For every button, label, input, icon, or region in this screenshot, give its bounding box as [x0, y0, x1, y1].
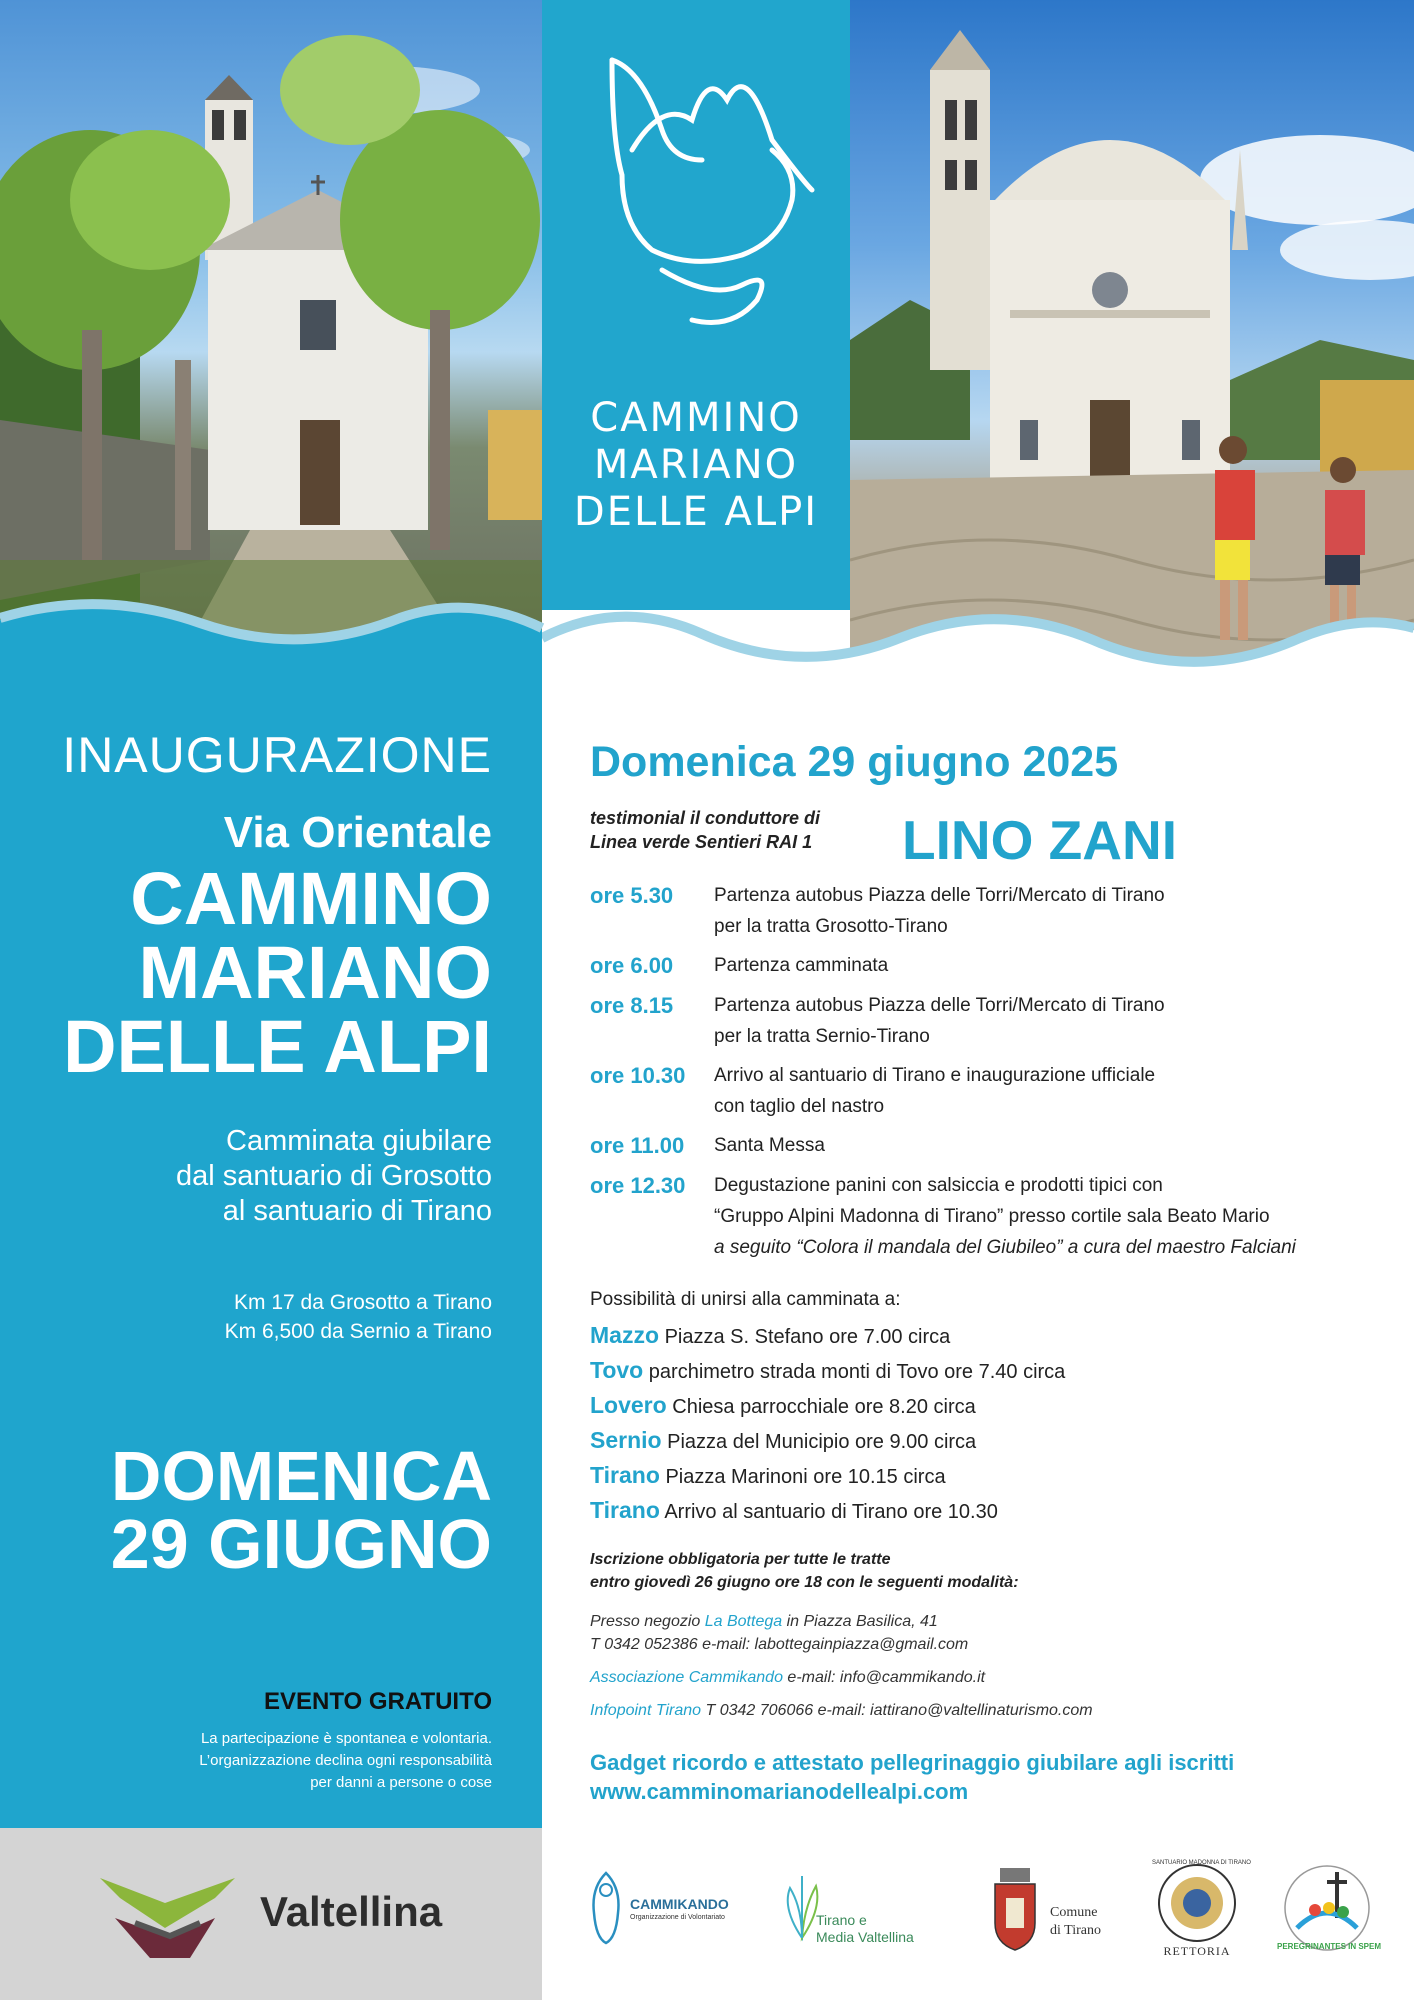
santuario-seal-icon [1152, 1858, 1251, 1958]
schedule-time: ore 12.30 [590, 1173, 686, 1198]
comune-label-line-2: di Tirano [1050, 1923, 1101, 1938]
rettoria-label: RETTORIA [1163, 1944, 1231, 1958]
logo-line-2: MARIANO [593, 442, 799, 488]
registration-note [590, 1548, 1019, 1594]
stop-detail: parchimetro strada monti di Tovo ore 7.40 circa [648, 1361, 1066, 1383]
schedule-desc-line: per la tratta Sernio-Tirano [714, 1026, 930, 1047]
contact-org-name: Associazione Cammikando [590, 1669, 783, 1686]
footer-partners [542, 1828, 1414, 2000]
contact-infopoint [590, 1699, 1390, 1722]
peregrinantes-label: PEREGRINANTES IN SPEM [1277, 1942, 1382, 1951]
walk-description-line-1: Camminata giubilare [226, 1125, 492, 1157]
event-date-line-1: DOMENICA [110, 1437, 492, 1515]
schedule-time: ore 8.15 [590, 993, 674, 1018]
stop-detail: Arrivo al santuario di Tirano ore 10.30 [664, 1501, 998, 1523]
tirano-media-valtellina-logo [772, 1868, 914, 1953]
schedule-desc-line: Partenza camminata [714, 955, 889, 976]
main-title [63, 857, 492, 1088]
contact-cammikando [590, 1666, 1390, 1689]
disclaimer-line-1: La partecipazione è spontanea e volontaria. [200, 1730, 492, 1747]
event-date-big [110, 1437, 492, 1583]
disclaimer-line-3: per danni a persone o cose [310, 1774, 492, 1791]
website-link[interactable]: www.camminomarianodellealpi.com [590, 1779, 969, 1804]
stop-name: Lovero [590, 1392, 667, 1418]
schedule-row [590, 990, 1380, 1052]
walk-description-line-3: al santuario di Tirano [222, 1195, 492, 1227]
list-item [590, 1388, 1380, 1423]
schedule-time: ore 6.00 [590, 953, 674, 978]
photo-grosotto-sanctuary [0, 0, 542, 640]
schedule-desc [714, 880, 1165, 942]
list-item [590, 1493, 1380, 1528]
contact-phone-email[interactable]: T 0342 052386 e-mail: labottegainpiazza@gmail.com [590, 1636, 969, 1653]
list-item [590, 1353, 1380, 1388]
schedule-desc-line: a seguito “Colora il mandala del Giubileo” a cura del maestro Falciani [714, 1237, 1296, 1258]
madonna-icon [586, 1868, 626, 1948]
schedule-desc [714, 990, 1165, 1052]
tirano-label-line-2: Media Valtellina [816, 1929, 914, 1945]
schedule-desc-line: “Gruppo Alpini Madonna di Tirano” presso cortile sala Beato Mario [714, 1206, 1270, 1227]
walk-description-line-2: dal santuario di Grosotto [176, 1160, 492, 1192]
schedule-row [590, 1060, 1380, 1122]
church-illustration [0, 0, 542, 640]
free-event-label: EVENTO GRATUITO [263, 1688, 492, 1715]
cammino-logo-panel [542, 0, 850, 610]
stop-detail: Chiesa parrocchiale ore 8.20 circa [672, 1396, 976, 1418]
distances [225, 1288, 492, 1346]
logo-wordmark [542, 395, 850, 536]
footer-valtellina [0, 1828, 542, 2000]
via-orientale-heading: Via Orientale [223, 808, 492, 857]
stop-name: Tovo [590, 1357, 644, 1383]
contact-email[interactable]: e-mail: info@cammikando.it [782, 1669, 986, 1686]
registration-line-1: Iscrizione obbligatoria per tutte le tratte [590, 1551, 891, 1568]
gadget-text: Gadget ricordo e attestato pellegrinaggio giubilare agli iscritti [590, 1750, 1235, 1775]
comune-label-line-1: Comune [1050, 1905, 1098, 1920]
contact-text: in Piazza Basilica, 41 [782, 1613, 938, 1630]
event-date-line-2: 29 GIUGNO [110, 1505, 492, 1583]
schedule-row [590, 880, 1380, 942]
gadget-note [590, 1748, 1234, 1806]
wave-divider [0, 560, 1414, 710]
schedule-row [590, 1170, 1380, 1263]
testimonial-line-1: testimonial il conduttore di [590, 808, 821, 828]
comune-tirano-logo [990, 1868, 1101, 1957]
schedule-desc-line: Arrivo al santuario di Tirano e inaugurazione ufficiale [714, 1065, 1156, 1086]
list-item [590, 1458, 1380, 1493]
santuario-rettoria-logo [1152, 1858, 1251, 1963]
stop-name: Mazzo [590, 1322, 659, 1348]
cammikando-subtitle: Organizzazione di Volontariato [630, 1914, 725, 1921]
registration-line-2: entro giovedì 26 giugno ore 18 con le seguenti modalità: [590, 1574, 1019, 1591]
valtellina-wordmark: Valtellina [260, 1888, 443, 1935]
inaugurazione-heading: INAUGURAZIONE [62, 727, 492, 783]
schedule-desc-line: Santa Messa [714, 1135, 825, 1156]
disclaimer-line-2: L’organizzazione declina ogni responsabilità [199, 1752, 492, 1769]
santuario-label: SANTUARIO MADONNA DI TIRANO [1152, 1860, 1251, 1866]
main-title-line-1: CAMMINO [130, 857, 492, 940]
coat-of-arms-icon [990, 1868, 1040, 1952]
contact-text: Presso negozio [590, 1613, 705, 1630]
distance-sernio: Km 6,500 da Sernio a Tirano [224, 1320, 492, 1343]
testimonial-line-2: Linea verde Sentieri RAI 1 [590, 832, 813, 852]
giubileo-logo [1277, 1858, 1382, 1963]
list-item [590, 1318, 1380, 1353]
schedule-time: ore 11.00 [590, 1133, 685, 1158]
schedule-row [590, 1130, 1380, 1162]
stop-name: Sernio [590, 1427, 662, 1453]
disclaimer [199, 1728, 492, 1794]
join-stops-list [590, 1318, 1380, 1528]
list-item [590, 1423, 1380, 1458]
testimonial-intro [590, 806, 820, 854]
schedule-desc [714, 1130, 825, 1162]
host-name: LINO ZANI [902, 809, 1177, 871]
schedule-time: ore 10.30 [590, 1063, 686, 1088]
logo-line-1: CAMMINO [590, 395, 802, 441]
stop-detail: Piazza del Municipio ore 9.00 circa [667, 1431, 977, 1453]
schedule-desc-line: con taglio del nastro [714, 1096, 885, 1117]
tirano-label-line-1: Tirano e [816, 1912, 867, 1928]
event-headline: Domenica 29 giugno 2025 [590, 738, 1119, 786]
distance-grosotto: Km 17 da Grosotto a Tirano [234, 1291, 492, 1314]
stop-detail: Piazza S. Stefano ore 7.00 circa [664, 1326, 951, 1348]
schedule-desc-line: Partenza autobus Piazza delle Torri/Mercato di Tirano [714, 885, 1165, 906]
schedule-desc [714, 950, 888, 982]
left-info-panel [0, 640, 542, 1828]
schedule-desc-line: Partenza autobus Piazza delle Torri/Mercato di Tirano [714, 995, 1165, 1016]
contact-la-bottega [590, 1610, 1390, 1656]
main-title-line-3: DELLE ALPI [63, 1005, 492, 1088]
cammikando-logo [586, 1868, 729, 1953]
registration-contacts [590, 1610, 1390, 1732]
schedule-row [590, 950, 1380, 982]
schedule-time: ore 5.30 [590, 883, 674, 908]
schedule-desc-line: per la tratta Grosotto-Tirano [714, 916, 948, 937]
contact-phone-email[interactable]: T 0342 706066 e-mail: iattirano@valtellinaturismo.com [701, 1702, 1093, 1719]
stop-name: Tirano [590, 1462, 660, 1488]
main-title-line-2: MARIANO [138, 931, 492, 1014]
schedule-desc [714, 1060, 1155, 1122]
valtellina-logo-icon [95, 1868, 245, 1968]
cammino-mariano-logo-icon [542, 0, 850, 380]
stop-name: Tirano [590, 1497, 660, 1523]
schedule-list [590, 880, 1380, 1271]
contact-shop-name: La Bottega [704, 1613, 783, 1630]
stop-detail: Piazza Marinoni ore 10.15 circa [665, 1466, 946, 1488]
schedule-desc-line: Degustazione panini con salsiccia e prodotti tipici con [714, 1175, 1163, 1196]
logo-line-3: DELLE ALPI [573, 489, 819, 535]
schedule-desc [714, 1170, 1296, 1263]
walk-description [176, 1124, 492, 1229]
join-intro: Possibilità di unirsi alla camminata a: [590, 1289, 901, 1310]
contact-infopoint-name: Infopoint Tirano [590, 1702, 702, 1719]
cammikando-name: CAMMIKANDO [630, 1896, 729, 1912]
